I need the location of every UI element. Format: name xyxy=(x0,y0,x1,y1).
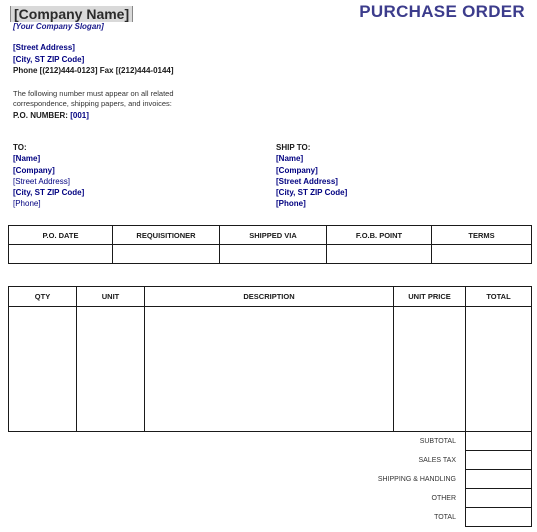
total-header: TOTAL xyxy=(466,287,532,307)
other-row xyxy=(9,489,532,508)
shipping-handling-value-cell[interactable] xyxy=(466,470,532,489)
qty-cell[interactable] xyxy=(9,307,77,432)
subtotal-label: SUBTOTAL xyxy=(419,437,456,445)
unit-header: UNIT xyxy=(77,287,145,307)
to-company[interactable]: [Company] xyxy=(13,165,55,175)
ship-to-street[interactable]: [Street Address] xyxy=(276,176,338,186)
company-address-block xyxy=(13,42,174,77)
ship-to-heading: SHIP TO: xyxy=(276,143,311,152)
to-block xyxy=(13,142,84,210)
line-items-table xyxy=(8,286,532,527)
document-title: PURCHASE ORDER xyxy=(359,2,525,21)
unit-price-cell[interactable] xyxy=(394,307,466,432)
sales-tax-value-cell[interactable] xyxy=(466,451,532,470)
ship-to-city[interactable]: [City, ST ZIP Code] xyxy=(276,188,348,198)
order-info-value-row xyxy=(9,245,532,264)
po-number-line xyxy=(13,111,89,120)
po-number-label: P.O. NUMBER: xyxy=(13,111,68,120)
shipping-handling-row xyxy=(9,470,532,489)
company-city[interactable]: [City, ST ZIP Code] xyxy=(13,54,85,64)
requisitioner-cell[interactable] xyxy=(113,245,220,264)
po-number-note: The following number must appear on all related correspondence, shipping papers, and invoices: xyxy=(13,89,174,108)
shipped-via-cell[interactable] xyxy=(220,245,327,264)
sales-tax-row xyxy=(9,451,532,470)
description-header: DESCRIPTION xyxy=(145,287,394,307)
unit-price-header: UNIT PRICE xyxy=(394,287,466,307)
subtotal-value-cell[interactable] xyxy=(466,432,532,451)
to-heading: TO: xyxy=(13,143,27,152)
ship-to-company[interactable]: [Company] xyxy=(276,165,318,175)
order-info-header-row xyxy=(9,226,532,245)
shipping-handling-label: SHIPPING & HANDLING xyxy=(377,475,456,483)
description-cell[interactable] xyxy=(145,307,394,432)
grand-total-value-cell[interactable] xyxy=(466,508,532,527)
total-cell[interactable] xyxy=(466,307,532,432)
ship-to-block xyxy=(276,142,347,210)
company-name[interactable]: [Company Name] xyxy=(10,6,133,22)
qty-header: QTY xyxy=(9,287,77,307)
order-info-table xyxy=(8,225,532,264)
terms-header: TERMS xyxy=(432,226,532,245)
company-slogan[interactable]: [Your Company Slogan] xyxy=(13,22,104,31)
ship-to-phone[interactable]: [Phone] xyxy=(276,199,306,209)
shipped-via-header: SHIPPED VIA xyxy=(220,226,327,245)
items-header-row xyxy=(9,287,532,307)
line-item-area xyxy=(9,307,532,432)
company-street[interactable]: [Street Address] xyxy=(13,43,75,52)
po-number-value[interactable]: [001] xyxy=(70,111,89,120)
po-date-header: P.O. DATE xyxy=(9,226,113,245)
to-city[interactable]: [City, ST ZIP Code] xyxy=(13,188,85,198)
unit-cell[interactable] xyxy=(77,307,145,432)
other-value-cell[interactable] xyxy=(466,489,532,508)
po-date-cell[interactable] xyxy=(9,245,113,264)
to-street[interactable]: [Street Address] xyxy=(13,176,70,186)
to-phone[interactable]: [Phone] xyxy=(13,199,41,209)
requisitioner-header: REQUISITIONER xyxy=(113,226,220,245)
fob-point-cell[interactable] xyxy=(327,245,432,264)
subtotal-row xyxy=(9,432,532,451)
grand-total-row xyxy=(9,508,532,527)
terms-cell[interactable] xyxy=(432,245,532,264)
sales-tax-label: SALES TAX xyxy=(418,456,456,464)
ship-to-name[interactable]: [Name] xyxy=(276,154,304,164)
to-name[interactable]: [Name] xyxy=(13,154,41,164)
company-phone-fax[interactable]: Phone [(212)444-0123] Fax [(212)444-0144] xyxy=(13,66,174,75)
other-label: OTHER xyxy=(431,494,456,502)
grand-total-label: TOTAL xyxy=(434,513,456,521)
fob-point-header: F.O.B. POINT xyxy=(327,226,432,245)
